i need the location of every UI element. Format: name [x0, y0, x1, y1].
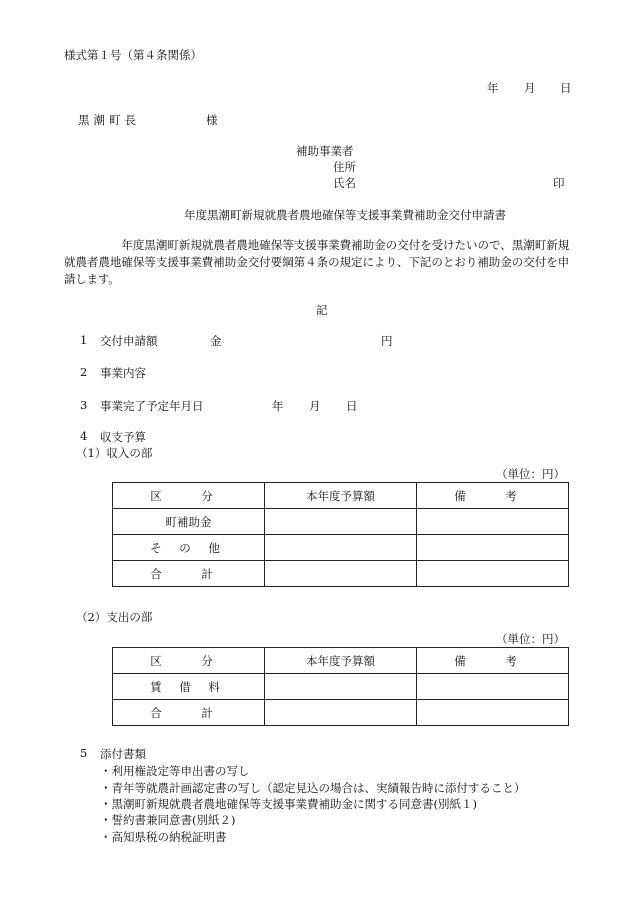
- remarks-cell[interactable]: [417, 561, 569, 587]
- attachment-item: ・高知県税の納税証明書: [100, 830, 227, 844]
- ki-label: 記: [316, 303, 328, 317]
- table-row: [113, 700, 569, 726]
- address-label: 住所: [333, 160, 356, 174]
- seal-mark: 印: [553, 176, 565, 190]
- row-label: 賃 借 料: [113, 674, 265, 700]
- item4-number: 4: [80, 429, 88, 443]
- remarks-cell[interactable]: [417, 509, 569, 535]
- table-row: [113, 535, 569, 561]
- table-row: [113, 561, 569, 587]
- item1-yen: 円: [381, 334, 393, 348]
- attachment-item: ・青年等就農計画認定書の写し（認定見込の場合は、実績報告時に添付すること）: [100, 781, 526, 795]
- item1-kin: 金: [210, 334, 222, 348]
- body-paragraph: 年度黒潮町新規就農者農地確保等支援事業費補助金の交付を受けたいので、黒潮町新規就農者農地確保等支援事業費補助金交付要綱第４条の規定により、下記のとおり補助金の交付を申請します。: [64, 238, 569, 286]
- attachment-item: ・黒潮町新規就農者農地確保等支援事業費補助金に関する同意書(別紙１): [100, 797, 477, 811]
- budget-cell[interactable]: [265, 535, 417, 561]
- item4-label: 収支予算: [100, 430, 146, 444]
- income-table: [112, 482, 569, 587]
- expense-unit: （単位：円）: [496, 632, 565, 646]
- applicant-heading: 補助事業者: [296, 144, 354, 158]
- row-label: 合 計: [113, 561, 265, 587]
- header-budget: 本年度予算額: [265, 648, 417, 674]
- expense-heading: （2）支出の部: [76, 610, 153, 624]
- header-budget: 本年度予算額: [265, 483, 417, 509]
- header-remarks: 備 考: [417, 483, 569, 509]
- table-header-row: [113, 648, 569, 674]
- budget-cell[interactable]: [265, 700, 417, 726]
- budget-cell[interactable]: [265, 674, 417, 700]
- item3-label: 事業完了予定年月日: [100, 399, 204, 413]
- item3-day: 日: [346, 399, 358, 413]
- row-label: そ の 他: [113, 535, 265, 561]
- attachments-heading: 添付書類: [100, 747, 146, 761]
- attachment-item: ・誓約書兼同意書(別紙２): [100, 813, 236, 827]
- budget-cell[interactable]: [265, 509, 417, 535]
- table-row: [113, 674, 569, 700]
- row-label: 合 計: [113, 700, 265, 726]
- expense-table: [112, 647, 569, 726]
- addressee: 黒潮町長: [78, 113, 140, 127]
- remarks-cell[interactable]: [417, 535, 569, 561]
- header-remarks: 備 考: [417, 648, 569, 674]
- income-heading: （1）収入の部: [76, 446, 153, 460]
- header-category: 区 分: [113, 648, 265, 674]
- item2-number: 2: [80, 365, 88, 379]
- income-unit: （単位：円）: [496, 467, 565, 481]
- remarks-cell[interactable]: [417, 700, 569, 726]
- budget-cell[interactable]: [265, 561, 417, 587]
- honorific: 様: [206, 113, 218, 127]
- name-label: 氏名: [333, 176, 356, 190]
- remarks-cell[interactable]: [417, 674, 569, 700]
- item5-number: 5: [80, 746, 88, 760]
- attachment-item: ・利用権設定等申出書の写し: [100, 764, 250, 778]
- item2-label: 事業内容: [100, 366, 146, 380]
- item1-number: 1: [80, 333, 88, 347]
- table-header-row: [113, 483, 569, 509]
- table-row: [113, 509, 569, 535]
- form-label: 様式第１号（第４条関係）: [64, 48, 202, 62]
- item3-number: 3: [80, 398, 88, 412]
- row-label: 町補助金: [113, 509, 265, 535]
- item1-label: 交付申請額: [100, 334, 158, 348]
- date-day-label: 日: [560, 81, 572, 95]
- date-month-label: 月: [524, 81, 536, 95]
- item3-month: 月: [309, 399, 321, 413]
- date-year-label: 年: [487, 81, 499, 95]
- item3-year: 年: [272, 399, 284, 413]
- document-title: 年度黒潮町新規就農者農地確保等支援事業費補助金交付申請書: [184, 208, 506, 222]
- header-category: 区 分: [113, 483, 265, 509]
